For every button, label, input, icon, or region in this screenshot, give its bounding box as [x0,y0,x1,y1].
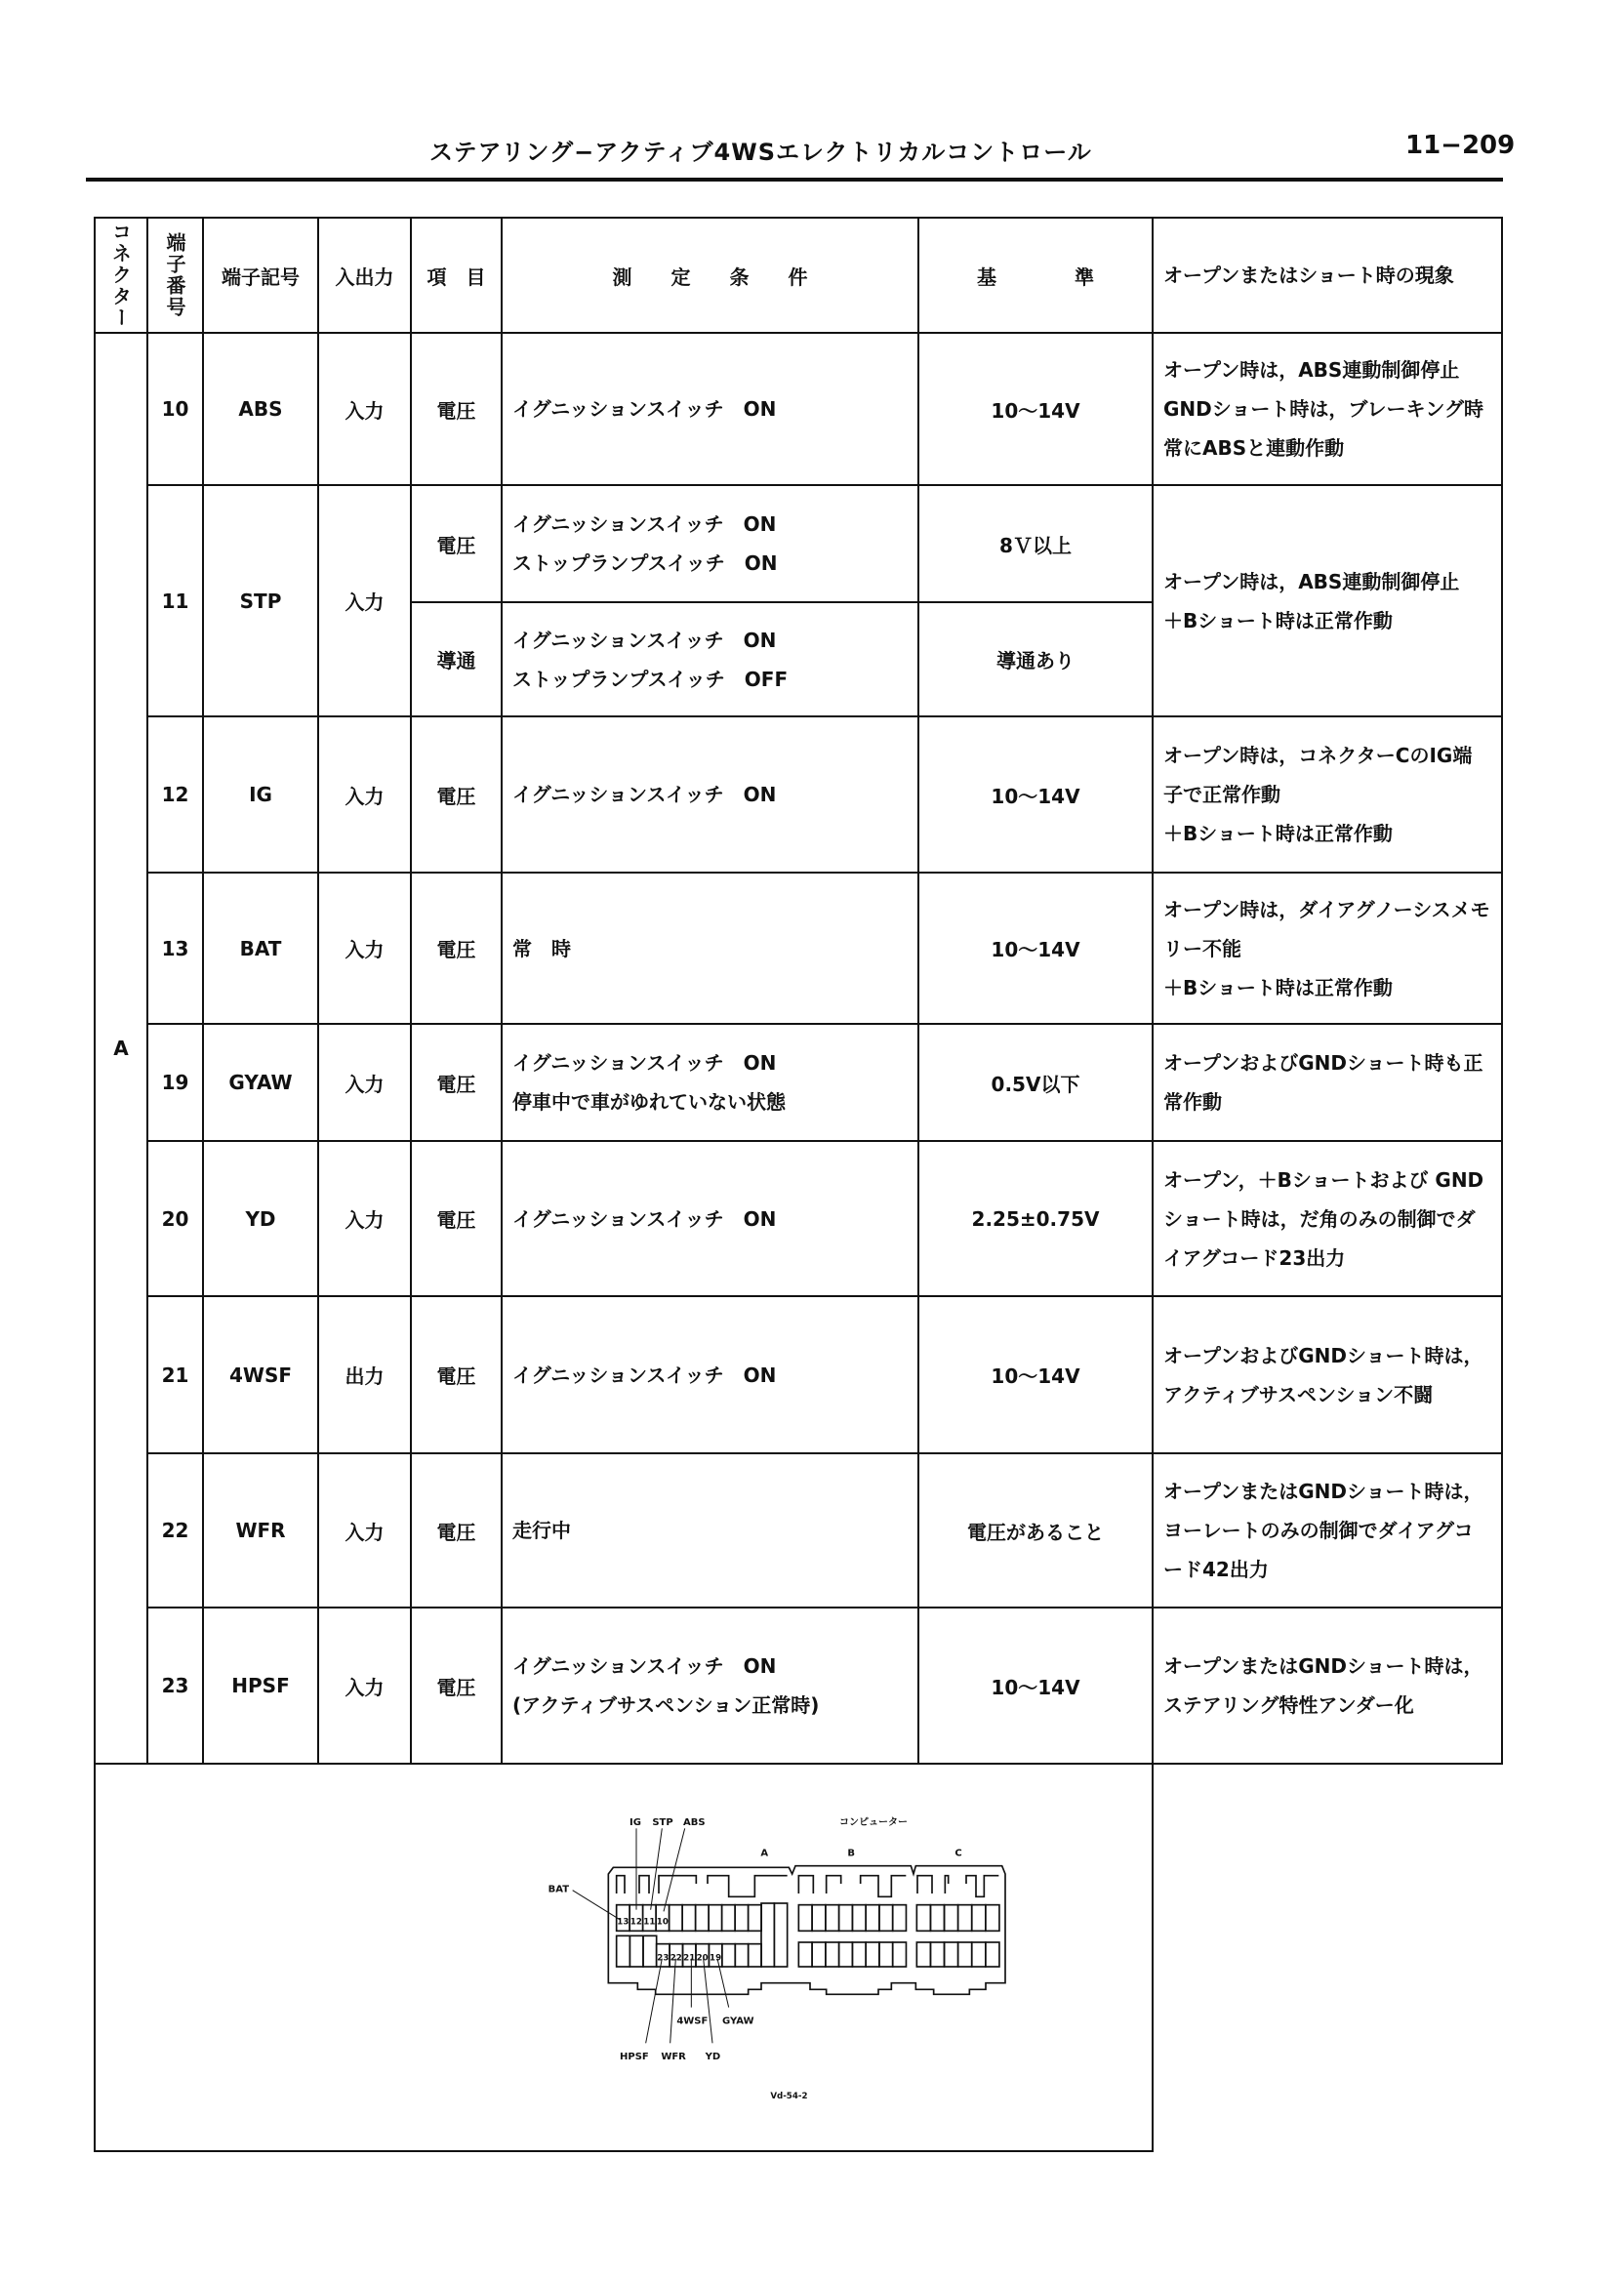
table-row [95,1024,1502,1141]
pin-cell [682,1905,696,1932]
header-condition: 測 定 条 件 [502,218,918,333]
condition-line: イグニッションスイッチ ON [512,783,777,806]
terminal-no: 10 [147,333,203,485]
pin-cell [798,1942,812,1967]
pin-number: 22 [670,1953,682,1964]
terminal-no: 12 [147,716,203,873]
pin-cell [812,1905,826,1932]
table-row [95,485,1502,602]
pin-cell [643,1935,657,1967]
condition-line: 走行中 [512,1519,571,1542]
pin-cell [930,1905,944,1932]
pin-cell [879,1942,893,1967]
pin-cell [986,1942,999,1967]
terminal-symbol: BAT [203,873,318,1024]
pin-number: 21 [683,1953,696,1964]
diagram-title: コンピューター [839,1817,908,1828]
phenomenon [1153,873,1502,1024]
connector-a-label: A [760,1848,769,1859]
label-wfr: WFR [661,2052,686,2062]
label-gyaw: GYAW [722,2015,754,2027]
item: 電圧 [411,485,502,602]
phenomenon-line: ＋Bショート時は正常作動 [1163,975,1393,999]
terminal-symbol: IG [203,716,318,873]
pin-cell [735,1905,749,1932]
terminal-symbol: ABS [203,333,318,485]
item: 電圧 [411,1296,502,1453]
condition [502,1141,918,1296]
phenomenon [1153,1296,1502,1453]
label-stp: STP [652,1817,673,1828]
label-4wsf: 4WSF [676,2015,709,2027]
phenomenon-line: オープンおよびGNDショート時も正常作動 [1163,1051,1483,1114]
phenomenon [1153,1608,1502,1764]
pin-cell [749,1905,762,1932]
pin-cell [866,1905,879,1932]
item: 電圧 [411,716,502,873]
item: 電圧 [411,1608,502,1764]
pin-cell [945,1905,958,1932]
pin-number: 19 [710,1953,722,1964]
condition [502,1024,918,1141]
header-item: 項 目 [411,218,502,333]
condition-line: ストップランプスイッチ OFF [512,667,789,691]
label-yd: YD [705,2052,721,2062]
terminal-symbol: WFR [203,1453,318,1608]
standard: 10〜14V [918,1296,1153,1453]
pin-cell [722,1944,735,1967]
condition [502,1296,918,1453]
pin-number: 20 [696,1953,709,1964]
io: 入力 [318,1453,411,1608]
label-bat: BAT [548,1884,570,1895]
header-terminal-no: 端子番号 [163,232,186,318]
pin-cell [916,1905,930,1932]
phenomenon-line: オープンまたはGNDショート時は，ステアリング特性アンダー化 [1163,1654,1483,1717]
pin-cell [972,1942,986,1967]
condition-line: ストップランプスイッチ ON [512,551,778,575]
item: 電圧 [411,333,502,485]
phenomenon-line: オープン，＋Bショートおよび GNDショート時は，だ角のみの制御でダイアグコード23出力 [1163,1167,1484,1270]
terminal-symbol: STP [203,485,318,716]
pin-cell [866,1942,879,1967]
condition-line: イグニッションスイッチ ON [512,1051,777,1075]
pin-cell [826,1905,839,1932]
condition [502,1453,918,1608]
io: 入力 [318,1141,411,1296]
pin-cell [798,1905,812,1932]
table-row [95,333,1502,485]
connector-diagram [371,1796,1200,2128]
phenomenon-line: GNDショート時は，ブレーキング時常にABSと連動作動 [1163,397,1483,460]
io: 入力 [318,873,411,1024]
diagram-code: Vd-54-2 [770,2092,808,2101]
condition-line: イグニッションスイッチ ON [512,512,777,536]
pin-cell [670,1905,683,1932]
connector-b-label: B [847,1848,855,1859]
io: 入力 [318,333,411,485]
connector-c-label: C [954,1848,962,1859]
terminal-no: 20 [147,1141,203,1296]
phenomenon [1153,1453,1502,1608]
connector-cell: A [95,333,147,1764]
standard: 2.25±0.75V [918,1141,1153,1296]
pin-cell [735,1944,748,1967]
phenomenon [1153,1024,1502,1141]
condition [502,602,918,716]
pin-cell [916,1942,930,1967]
item: 導通 [411,602,502,716]
header-connector: コネクター [108,222,133,329]
standard: 0.5V以下 [918,1024,1153,1141]
io: 入力 [318,1608,411,1764]
standard: 10〜14V [918,873,1153,1024]
phenomenon [1153,333,1502,485]
standard: 8Ｖ以上 [918,485,1153,602]
pin-cell [839,1942,853,1967]
condition-line: 停車中で車がゆれていない状態 [512,1090,786,1114]
page-title: ステアリング−アクティブ4WSエレクトリカルコントロール [429,139,1092,166]
condition-line: イグニッションスイッチ ON [512,628,777,652]
pin-cell [852,1942,866,1967]
condition [502,333,918,485]
io: 入力 [318,716,411,873]
item: 電圧 [411,1141,502,1296]
table-row [95,873,1502,1024]
terminal-no: 11 [147,485,203,716]
label-ig: IG [629,1817,641,1828]
pin-cell [958,1905,972,1932]
pin-cell [945,1942,958,1967]
terminal-no: 22 [147,1453,203,1608]
phenomenon [1153,485,1502,716]
condition-line: 常 時 [512,936,571,960]
table-row [95,1453,1502,1608]
phenomenon-line: オープン時は，コネクターCのIG端子で正常作動 [1163,744,1473,806]
phenomenon-line: オープンまたはGNDショート時は，ヨーレートのみの制御でダイアグコード42出力 [1163,1480,1483,1581]
condition-line: イグニッションスイッチ ON [512,1206,777,1231]
pin-number: 10 [656,1917,669,1928]
terminal-no: 21 [147,1296,203,1453]
standard: 電圧があること [918,1453,1153,1608]
label-hpsf: HPSF [620,2052,649,2062]
pin-number: 11 [643,1917,656,1928]
header-phenomenon: オープンまたはショート時の現象 [1153,218,1502,333]
standard: 10〜14V [918,1608,1153,1764]
condition-line: イグニッションスイッチ ON [512,397,777,421]
phenomenon [1153,716,1502,873]
standard: 10〜14V [918,333,1153,485]
pin-cell [696,1905,710,1932]
item: 電圧 [411,1453,502,1608]
header-terminal-symbol: 端子記号 [203,218,318,333]
phenomenon-line: ＋Bショート時は正常作動 [1163,608,1393,632]
terminal-no: 23 [147,1608,203,1764]
phenomenon-line: オープン時は，ABS連動制御停止 [1163,569,1460,593]
pin-cell [972,1905,986,1932]
pin-cell [852,1905,866,1932]
item: 電圧 [411,1024,502,1141]
pin-number: 13 [617,1917,629,1928]
pin-number: 12 [629,1917,642,1928]
pin-cell [749,1944,761,1967]
pin-cell [826,1942,839,1967]
io: 入力 [318,1024,411,1141]
table-row [95,716,1502,873]
pin-cell [812,1942,826,1967]
label-abs: ABS [683,1817,706,1828]
standard: 10〜14V [918,716,1153,873]
phenomenon-line: オープン時は，ダイアグノーシスメモリー不能 [1163,897,1490,960]
pin-cell [617,1935,630,1967]
table-header-row [95,218,1502,333]
terminal-symbol: YD [203,1141,318,1296]
condition-line: イグニッションスイッチ ON [512,1654,777,1678]
condition [502,1608,918,1764]
pin-cell [893,1905,907,1932]
pin-cell [761,1903,774,1967]
standard: 導通あり [918,602,1153,716]
terminal-symbol: GYAW [203,1024,318,1141]
io: 出力 [318,1296,411,1453]
pin-cell [722,1905,736,1932]
condition-line: (アクティブサスペンション正常時) [512,1693,820,1717]
table-row [95,1608,1502,1764]
item: 電圧 [411,873,502,1024]
pin-cell [893,1942,907,1967]
io: 入力 [318,485,411,716]
pin-cell [930,1942,944,1967]
terminal-symbol: HPSF [203,1608,318,1764]
pin-cell [709,1905,722,1932]
pin-cell [839,1905,853,1932]
phenomenon-line: ＋Bショート時は正常作動 [1163,822,1393,845]
phenomenon [1153,1141,1502,1296]
terminal-no: 19 [147,1024,203,1141]
header-standard: 基 準 [918,218,1153,333]
phenomenon-line: オープンおよびGNDショート時は，アクティブサスペンション不闘 [1163,1343,1483,1406]
pin-number: 23 [657,1953,670,1964]
pin-cell [986,1905,999,1932]
pin-cell [774,1903,787,1967]
terminal-symbol: 4WSF [203,1296,318,1453]
table-row [95,1141,1502,1296]
pin-cell [879,1905,893,1932]
terminal-no: 13 [147,873,203,1024]
table-row [95,1296,1502,1453]
page-number: 11−209 [1405,131,1516,160]
pin-cell [629,1935,643,1967]
phenomenon-line: オープン時は，ABS連動制御停止 [1163,358,1460,382]
condition-line: イグニッションスイッチ ON [512,1363,777,1387]
header-rule [86,178,1503,182]
condition [502,873,918,1024]
header-io: 入出力 [318,218,411,333]
pin-cell [958,1942,972,1967]
condition [502,716,918,873]
condition [502,485,918,602]
